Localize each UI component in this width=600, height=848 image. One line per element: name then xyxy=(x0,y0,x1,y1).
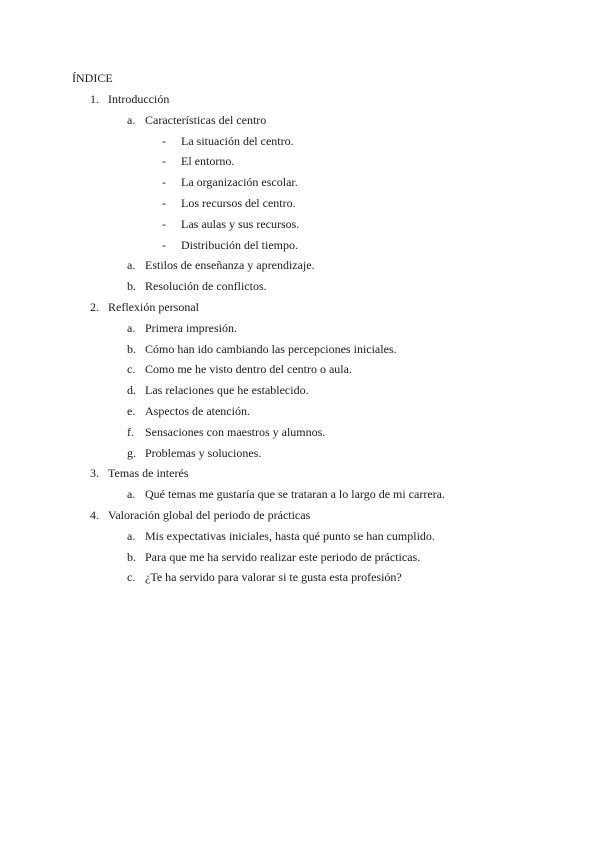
item-marker: b. xyxy=(127,549,136,564)
item-label: Características del centro xyxy=(145,112,267,127)
section-label: Introducción xyxy=(108,92,170,106)
item-label: Como me he visto dentro del centro o aula. xyxy=(145,362,352,377)
subitem-marker: - xyxy=(162,196,166,210)
section-label: Temas de interés xyxy=(108,466,189,481)
section-label: Reflexión personal xyxy=(108,300,199,314)
item-label: Primera impresión. xyxy=(145,320,237,335)
subitem-label: El entorno. xyxy=(181,154,235,169)
item-marker: a. xyxy=(127,528,136,543)
item-label: Cómo han ido cambiando las percepciones iniciales. xyxy=(145,341,397,356)
item-label: Resolución de conflictos. xyxy=(145,279,267,294)
index-title: ÍNDICE xyxy=(72,71,113,85)
item-marker: f. xyxy=(127,424,134,439)
item-marker: c. xyxy=(127,570,136,585)
subitem-label: Los recursos del centro. xyxy=(181,196,296,210)
subitem-marker: - xyxy=(162,175,166,190)
item-marker: e. xyxy=(127,404,136,418)
section-marker: 1. xyxy=(90,92,99,106)
item-marker: a. xyxy=(127,258,136,273)
subitem-label: Distribución del tiempo. xyxy=(181,237,298,252)
section-marker: 3. xyxy=(90,466,99,481)
item-label: Problemas y soluciones. xyxy=(145,445,262,460)
item-label: Sensaciones con maestros y alumnos. xyxy=(145,424,326,439)
item-label: ¿Te ha servido para valorar si te gusta esta profesión? xyxy=(145,570,402,585)
subitem-marker: - xyxy=(162,216,166,231)
item-label: Aspectos de atención. xyxy=(145,404,250,418)
item-marker: b. xyxy=(127,279,136,294)
subitem-marker: - xyxy=(162,154,166,169)
item-marker: a. xyxy=(127,320,136,335)
item-label: Estilos de enseñanza y aprendizaje. xyxy=(145,258,315,273)
item-marker: a. xyxy=(127,112,136,127)
subitem-marker: - xyxy=(162,237,166,252)
item-marker: c. xyxy=(127,362,136,377)
subitem-label: La organización escolar. xyxy=(181,175,298,190)
section-label: Valoración global del periodo de prácticas xyxy=(108,508,311,522)
item-marker: a. xyxy=(127,487,136,502)
item-label: Qué temas me gustaría que se trataran a lo largo de mi carrera. xyxy=(145,487,445,502)
subitem-label: Las aulas y sus recursos. xyxy=(181,216,300,231)
item-label: Para que me ha servido realizar este periodo de prácticas. xyxy=(145,549,421,564)
item-marker: d. xyxy=(127,383,136,398)
item-label: Mis expectativas iniciales, hasta qué punto se han cumplido. xyxy=(145,528,435,543)
subitem-label: La situación del centro. xyxy=(181,133,294,148)
item-marker: g. xyxy=(127,445,136,460)
section-marker: 4. xyxy=(90,508,99,522)
section-marker: 2. xyxy=(90,300,99,314)
item-marker: b. xyxy=(127,341,136,356)
subitem-marker: - xyxy=(162,133,166,148)
item-label: Las relaciones que he establecido. xyxy=(145,383,309,398)
